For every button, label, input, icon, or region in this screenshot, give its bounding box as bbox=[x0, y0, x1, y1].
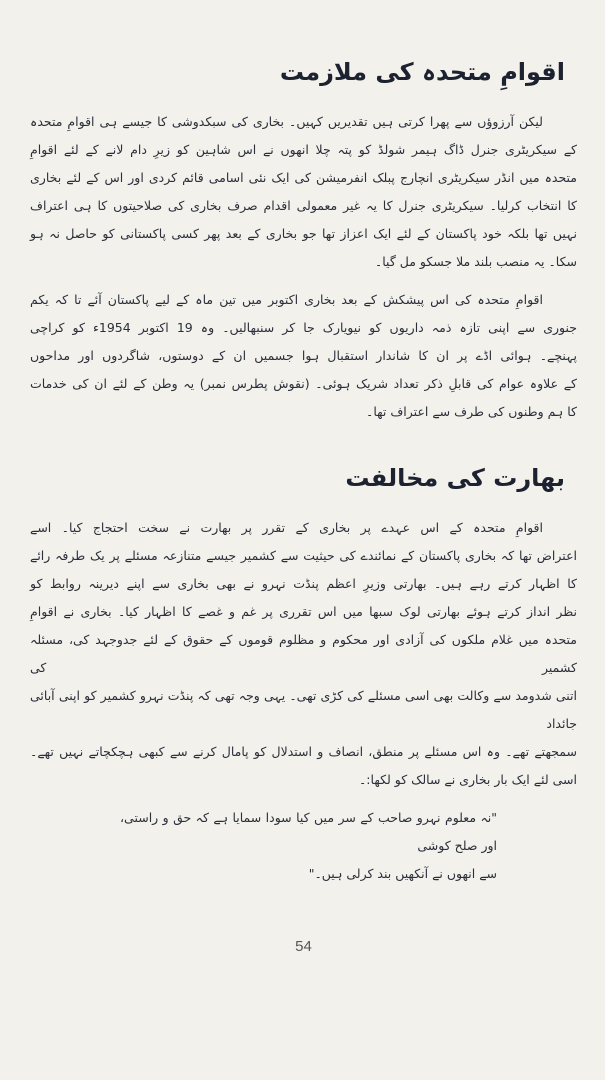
quote-line: "نہ معلوم نہرو صاحب کے سر میں کیا سودا سمایا ہے کہ حق و راستی، اور صلح کوشی bbox=[120, 810, 497, 853]
text-line: سکا۔ یہ منصب بلند ملا جسکو مل گیا۔ bbox=[374, 254, 577, 269]
paragraph-1 bbox=[30, 108, 577, 276]
text-line: لیکن آرزوؤں سے پھرا کرتی ہیں تقدیریں کہیں۔ بخاری کی سبکدوشی کا جیسے ہی اقوامِ متحدہ bbox=[30, 114, 543, 129]
text-line: اقوامِ متحدہ کی اس پیشکش کے بعد بخاری اکتوبر میں تین ماہ کے لیے پاکستان آئے تا کہ یکم bbox=[30, 292, 543, 307]
text-line: اتنی شدومد سے وکالت بھی اسی مسئلے کی کڑی تھی۔ یہی وجہ تھی کہ پنڈت نہرو کشمیر کو اپنی آبائی جائداد bbox=[30, 688, 577, 731]
section-heading-un-employment: اقوامِ متحدہ کی ملازمت bbox=[279, 58, 565, 86]
text-line: سمجھتے تھے۔ وہ اس مسئلے پر منطق، انصاف و استدلال کو پامال کرنے سے کبھی ہچکچاتے نہیں تھے۔ bbox=[30, 744, 577, 759]
text-line: اسی لئے ایک بار بخاری نے سالک کو لکھا:۔ bbox=[358, 772, 577, 787]
text-line: کے سیکریٹری جنرل ڈاگ ہیمر شولڈ کو پتہ چلا انھوں نے اس شاہین کو زیرِ دام لانے کے لئے اقوامِ bbox=[30, 142, 577, 157]
text-line: نہیں تھا بلکہ خود پاکستان کے لئے ایک اعزاز تھا جو بخاری کے بعد پھر کسی پاکستانی کو حاصل نہ ہو bbox=[30, 226, 577, 241]
quote-line: سے انھوں نے آنکھیں بند کرلی ہیں۔" bbox=[308, 866, 497, 881]
text-line: پہنچے۔ ہوائی اڈے پر ان کا شاندار استقبال ہوا جسمیں ان کے دوستوں، شاگردوں اور مداحوں bbox=[30, 348, 577, 363]
text-line: کا انتخاب کرلیا۔ سیکریٹری جنرل کا یہ غیر معمولی اقدام صرف بخاری کی صلاحیتوں کا ہی اعتراف bbox=[30, 198, 577, 213]
text-line: اعتراض تھا کہ بخاری پاکستان کے نمائندے کی حیثیت سے کشمیر جیسے متنازعہ مسئلے پر یک طرفہ رائے bbox=[30, 548, 577, 563]
paragraph-3 bbox=[30, 514, 577, 794]
section-heading-india-opposition: بھارت کی مخالفت bbox=[345, 464, 565, 492]
text-line: جنوری سے اپنی تازہ ذمہ داریوں کو نیویارک جا کر سنبھالیں۔ وہ 19 اکتوبر 1954ء کو کراچی bbox=[30, 320, 577, 335]
text-line: متحدہ میں غلام ملکوں کی آزادی اور محکوم و مظلوم قوموں کے حقوق کے لئے جدوجہد کی، مسئلہ کشمیر کی bbox=[30, 632, 577, 675]
paragraph-2 bbox=[30, 286, 577, 426]
page-number: 54 bbox=[295, 938, 312, 955]
block-quote bbox=[120, 804, 497, 888]
text-line: نظر انداز کرتے ہوئے بھارتی لوک سبھا میں اس تقرری پر غم و غصے کا اظہار کیا۔ بخاری نے اقوامِ bbox=[30, 604, 577, 619]
text-line: کا اظہار کرتے رہے ہیں۔ بھارتی وزیرِ اعظم پنڈت نہرو نے بھی بخاری سے اپنے دیرینہ روابط کو bbox=[30, 576, 577, 591]
text-line: کا ہم وطنوں کی طرف سے اعتراف تھا۔ bbox=[366, 404, 577, 419]
text-line: کے علاوہ عوام کی قابلِ ذکر تعداد شریک ہوئی۔ (نقوش پطرس نمبر) یہ وطن کے لئے ان کی خدمات bbox=[30, 376, 577, 391]
text-line: متحدہ میں انڈر سیکریٹری انچارج پبلک انفرمیشن کی ایک نئی اسامی قائم کردی اور اس کے لئے بخاری bbox=[30, 170, 577, 185]
text-line: اقوامِ متحدہ کے اس عہدے پر بخاری کے تقرر پر بھارت نے سخت احتجاج کیا۔ اسے bbox=[30, 520, 543, 535]
